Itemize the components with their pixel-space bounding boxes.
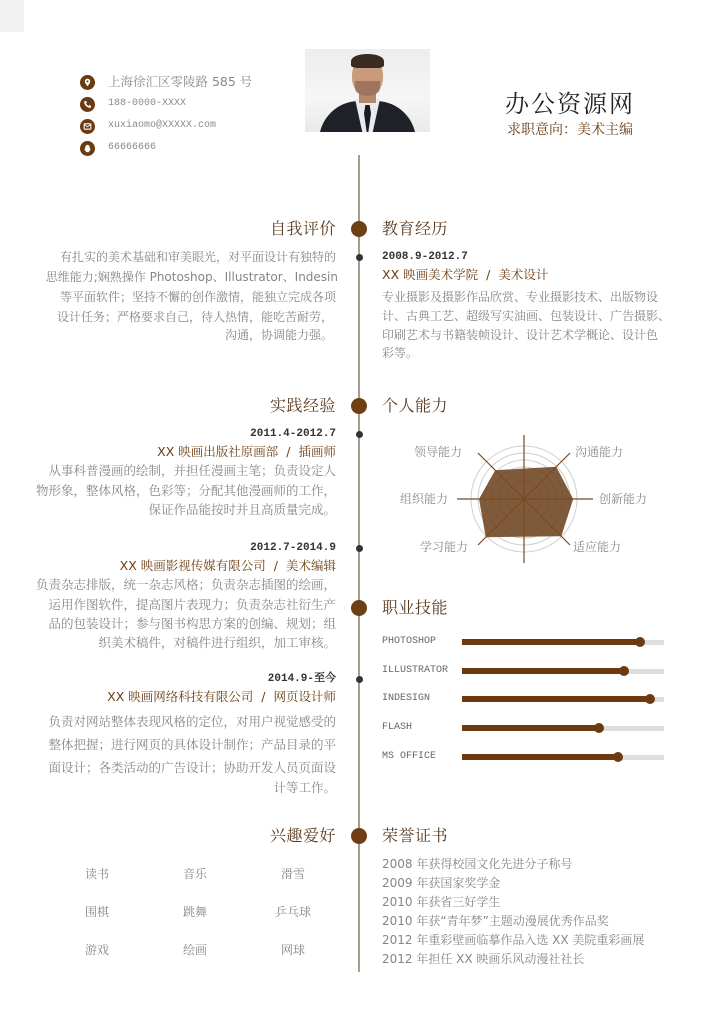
practice-desc-line: 负责对网站整体表现风格的定位，对用户视觉感受的 <box>48 714 336 729</box>
role-name: 网页设计师 <box>273 689 336 704</box>
skill-bar-fill <box>462 754 618 760</box>
practice-date: 2011.4-2012.7 <box>250 428 336 440</box>
practice-date: 2014.9-至今 <box>267 673 336 685</box>
separator: / <box>273 558 278 573</box>
practice-desc-line: 整体把握；进行网页的具体设计制作；产品目录的平 <box>48 737 336 752</box>
radar-label-organization: 组织能力 <box>400 492 449 506</box>
practice-org-role <box>120 558 336 574</box>
education-course-line: 印刷艺术与书籍装帧设计、设计艺术学概论、设计色 <box>382 328 659 342</box>
practice-date: 2012.7-2014.9 <box>250 542 336 554</box>
major-name: 美术设计 <box>498 267 549 282</box>
skill-label: INDESIGN <box>382 693 431 704</box>
radar-label-learning: 学习能力 <box>420 540 469 554</box>
qq-icon <box>80 141 95 156</box>
skill-bar <box>462 640 664 645</box>
section-title-practice: 实践经验 <box>269 396 336 415</box>
location-pin-icon <box>80 75 95 90</box>
skill-bar-knob <box>594 723 604 733</box>
section-marker-dot <box>351 828 367 844</box>
honor-item: 2010 年获省三好学生 <box>382 895 501 909</box>
self-evaluation-line: 思维能力;娴熟操作 Photoshop、Illustrator、Indesin <box>45 270 338 284</box>
skill-label: FLASH <box>382 722 413 733</box>
corner-decoration <box>0 0 24 32</box>
honor-item: 2012 年担任 XX 映画乐风动漫社社长 <box>382 952 585 966</box>
skill-bar-knob <box>613 752 623 762</box>
radar-label-communication: 沟通能力 <box>575 445 624 459</box>
practice-desc-line: 织美术稿件，对稿件进行组织，加工审核。 <box>98 635 336 650</box>
practice-desc-line: 保证作品能按时并且高质量完成。 <box>148 502 336 517</box>
contact-email: xuxiaomo@XXXXX.com <box>108 120 217 131</box>
separator: / <box>486 267 491 282</box>
org-name: XX 映画网络科技有限公司 <box>107 689 254 704</box>
hobby-item: 围棋 <box>84 905 109 919</box>
education-course-line: 计、古典工艺、超级写实油画、包装设计、广告摄影、 <box>382 309 671 323</box>
section-title-hobbies: 兴趣爱好 <box>269 826 336 845</box>
skill-bar-knob <box>619 666 629 676</box>
job-objective: 求职意向：美术主编 <box>507 122 633 138</box>
contact-address: 上海徐汇区零陵路 585 号 <box>108 74 253 89</box>
self-evaluation-line: 有扎实的美术基础和审美眼光，对平面设计有独特的 <box>59 250 336 264</box>
section-marker-dot <box>351 221 367 237</box>
section-title-education: 教育经历 <box>382 219 449 238</box>
radar-label-innovation: 创新能力 <box>599 492 648 506</box>
skill-label: MS OFFICE <box>382 751 437 762</box>
role-name: 插画师 <box>298 444 336 459</box>
practice-desc-line: 计等工作。 <box>273 780 336 795</box>
hobby-item: 游戏 <box>84 943 109 957</box>
skill-bar <box>462 755 664 760</box>
candidate-name: 办公资源网 <box>505 90 635 118</box>
education-course-line: 专业摄影及摄影作品欣赏、专业摄影技术、出版物设 <box>382 290 659 304</box>
honor-item: 2009 年获国家奖学金 <box>382 876 501 890</box>
skill-bar <box>462 669 664 674</box>
section-marker-dot <box>351 398 367 414</box>
practice-desc-line: 面设计；各类活动的广告设计；协助开发人员页面设 <box>48 760 336 775</box>
hobby-item: 音乐 <box>182 867 207 881</box>
entry-marker-dot <box>356 676 363 683</box>
self-evaluation-line: 沟通，协调能力强。 <box>224 328 333 342</box>
skill-bar-fill <box>462 696 650 702</box>
entry-marker-dot <box>356 431 363 438</box>
hobby-item: 读书 <box>84 867 109 881</box>
practice-desc-line: 物形象，整体风格，色彩等；分配其他漫画师的工作， <box>35 483 336 498</box>
org-name: XX 映画影视传媒有限公司 <box>119 558 266 573</box>
contact-phone: 188-0000-XXXX <box>108 98 187 109</box>
skill-label: ILLUSTRATOR <box>382 665 449 676</box>
section-title-abilities: 个人能力 <box>382 396 449 415</box>
mail-icon <box>80 119 95 134</box>
section-title-honors: 荣誉证书 <box>382 826 449 845</box>
honor-item: 2012 年重彩壁画临摹作品入选 XX 美院重彩画展 <box>382 933 645 947</box>
hobby-item: 绘画 <box>182 943 207 957</box>
education-school-major <box>382 267 548 283</box>
skill-bar-fill <box>462 668 624 674</box>
school-name: XX 映画美术学院 <box>382 267 479 282</box>
skill-bar-knob <box>635 637 645 647</box>
education-course-line: 彩等。 <box>382 346 419 360</box>
practice-desc-line: 品的包装设计；参与图书构思方案的创编、规划；组 <box>48 616 336 631</box>
practice-org-role <box>157 444 336 460</box>
phone-icon <box>80 97 95 112</box>
profile-photo <box>305 49 430 132</box>
hobby-item: 网球 <box>280 943 305 957</box>
honor-item: 2008 年获得校园文化先进分子称号 <box>382 857 573 871</box>
timeline-line <box>358 155 360 972</box>
skill-bar-fill <box>462 639 640 645</box>
org-name: XX 映画出版社原画部 <box>157 444 279 459</box>
entry-marker-dot <box>356 545 363 552</box>
skill-label: PHOTOSHOP <box>382 636 437 647</box>
radar-label-adaptability: 适应能力 <box>573 540 622 554</box>
honor-item: 2010 年获“青年梦”主题动漫展优秀作品奖 <box>382 914 609 928</box>
practice-desc-line: 从事科普漫画的绘制，并担任漫画主笔；负责设定人 <box>48 463 336 478</box>
self-evaluation-line: 等平面软件；坚持不懈的创作激情，能独立完成各项 <box>59 290 336 304</box>
hobby-item: 跳舞 <box>182 905 207 919</box>
contact-qq: 66666666 <box>108 142 157 153</box>
practice-desc-line: 运用作图软件，提高图片表现力；负责杂志社衍生产 <box>48 597 336 612</box>
hobby-item: 滑雪 <box>280 867 305 881</box>
skill-bar <box>462 726 664 731</box>
self-evaluation-line: 设计任务；严格要求自己，待人热情，能吃苦耐劳， <box>56 310 333 324</box>
education-date: 2008.9-2012.7 <box>382 251 468 263</box>
separator: / <box>286 444 291 459</box>
skill-bar-knob <box>645 694 655 704</box>
hobby-item: 乒乓球 <box>274 905 311 919</box>
entry-marker-dot <box>356 254 363 261</box>
practice-desc-line: 负责杂志排版，统一杂志风格；负责杂志插图的绘画， <box>35 577 336 592</box>
practice-org-role <box>107 689 336 705</box>
section-title-skills: 职业技能 <box>382 598 449 617</box>
radar-label-leadership: 领导能力 <box>414 445 463 459</box>
section-marker-dot <box>351 600 367 616</box>
skill-bar <box>462 697 664 702</box>
role-name: 美术编辑 <box>285 558 336 573</box>
skill-bar-fill <box>462 725 599 731</box>
separator: / <box>261 689 266 704</box>
section-title-self-evaluation: 自我评价 <box>269 219 336 238</box>
